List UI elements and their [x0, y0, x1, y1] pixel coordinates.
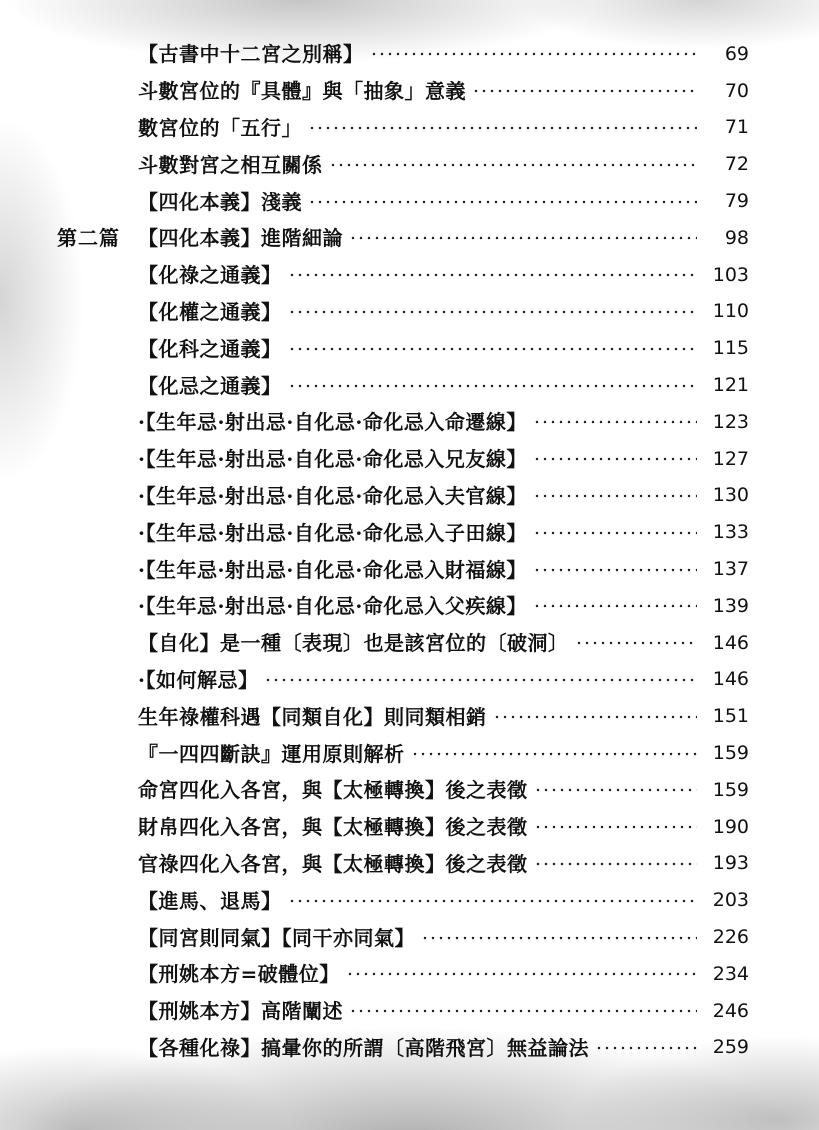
page-number: 193 — [712, 852, 749, 875]
dot-leader — [349, 228, 697, 248]
dot-leader — [533, 596, 697, 616]
entry-title: 【刑姚本方=破體位】 — [138, 962, 340, 987]
entry-title: ·【生年忌·射出忌·自化忌·命化忌入命遷線】 — [138, 410, 527, 435]
toc-entry[interactable] — [0, 514, 819, 551]
toc-entry[interactable] — [0, 110, 819, 147]
page-number: 79 — [724, 190, 749, 213]
dot-leader — [346, 964, 697, 984]
toc-entry[interactable] — [0, 588, 819, 625]
dot-leader — [288, 339, 698, 359]
page-number: 139 — [712, 594, 749, 617]
toc-entry[interactable] — [0, 772, 819, 809]
page-number: 121 — [712, 374, 749, 397]
entry-title: ·【生年忌·射出忌·自化忌·命化忌入兄友線】 — [138, 447, 527, 472]
entry-title: 命宮四化入各宮，與【太極轉換】後之表徵 — [138, 778, 528, 803]
page-number: 137 — [712, 558, 749, 581]
entry-title: 【同宮則同氣】【同干亦同氣】 — [138, 925, 415, 950]
toc-entry[interactable] — [0, 956, 819, 993]
page-number: 115 — [712, 337, 749, 360]
dot-leader — [533, 523, 697, 543]
dot-leader — [533, 449, 697, 469]
toc-entry[interactable] — [0, 183, 819, 220]
dot-leader — [264, 670, 697, 690]
entry-title: 【各種化祿】搞暈你的所謂〔高階飛宮〕無益論法 — [138, 1035, 589, 1060]
dot-leader — [288, 265, 698, 285]
entry-title: ·【如何解忌】 — [138, 667, 259, 692]
toc-entry[interactable] — [0, 330, 819, 367]
toc-entry[interactable] — [0, 257, 819, 294]
dot-leader — [308, 118, 697, 138]
dot-leader — [308, 192, 697, 212]
part-label: 第二篇 — [57, 226, 120, 251]
dot-leader — [534, 780, 698, 800]
dot-leader — [533, 412, 697, 432]
page-number: 71 — [724, 116, 749, 139]
toc-entry[interactable] — [0, 441, 819, 478]
page-number: 203 — [712, 889, 749, 912]
entry-title: 【四化本義】淺義 — [138, 189, 302, 214]
page-number: 246 — [712, 999, 749, 1022]
toc-entry[interactable] — [0, 478, 819, 515]
entry-title: ·【生年忌·射出忌·自化忌·命化忌入財福線】 — [138, 557, 527, 582]
entry-title: 【化科之通義】 — [138, 336, 282, 361]
entry-title: 【化祿之通義】 — [138, 263, 282, 288]
entry-title: ·【生年忌·射出忌·自化忌·命化忌入子田線】 — [138, 520, 527, 545]
page-number: 127 — [712, 447, 749, 470]
page-number: 72 — [724, 153, 749, 176]
toc-entry[interactable] — [0, 993, 819, 1030]
dot-leader — [421, 928, 697, 948]
dot-leader — [288, 376, 698, 396]
entry-title: 官祿四化入各宮，與【太極轉換】後之表徵 — [138, 851, 528, 876]
toc-entry[interactable] — [0, 220, 819, 257]
toc-entry[interactable] — [0, 882, 819, 919]
page-number: 234 — [712, 962, 749, 985]
dot-leader — [595, 1038, 697, 1058]
dot-leader — [493, 707, 698, 727]
dot-leader — [533, 560, 697, 580]
entry-title: 【自化】是一種〔表現〕也是該宮位的〔破洞〕 — [138, 631, 569, 656]
toc-entry[interactable] — [0, 146, 819, 183]
toc-entry[interactable] — [0, 294, 819, 331]
toc-entry[interactable] — [0, 662, 819, 699]
entry-title: 【四化本義】進階細論 — [138, 226, 343, 251]
toc-entry[interactable] — [0, 551, 819, 588]
page-number: 133 — [712, 521, 749, 544]
entry-title: 【進馬、退馬】 — [138, 888, 282, 913]
page-number: 70 — [724, 79, 749, 102]
entry-title: 生年祿權科遇【同類自化】則同類相銷 — [138, 704, 487, 729]
toc-entry[interactable] — [0, 919, 819, 956]
entry-title: 【古書中十二宮之別稱】 — [138, 42, 364, 67]
entry-title: 斗數宮位的『具體』與「抽象」意義 — [138, 79, 466, 104]
toc-entry[interactable] — [0, 367, 819, 404]
page-number: 146 — [712, 668, 749, 691]
toc-entry[interactable] — [0, 735, 819, 772]
dot-leader — [411, 744, 698, 764]
entry-title: 斗數對宮之相互關係 — [138, 152, 323, 177]
dot-leader — [288, 302, 698, 322]
page-number: 110 — [712, 300, 749, 323]
dot-leader — [472, 81, 697, 101]
dot-leader — [534, 817, 698, 837]
entry-title: 【化權之通義】 — [138, 299, 282, 324]
entry-title: ·【生年忌·射出忌·自化忌·命化忌入父疾線】 — [138, 594, 527, 619]
toc-entry[interactable] — [0, 404, 819, 441]
entry-title: 數宮位的「五行」 — [138, 115, 302, 140]
dot-leader — [349, 1001, 697, 1021]
dot-leader — [533, 486, 697, 506]
page-number: 69 — [724, 42, 749, 65]
toc-entry[interactable] — [0, 698, 819, 735]
dot-leader — [370, 44, 698, 64]
entry-title: 【刑姚本方】高階闡述 — [138, 999, 343, 1024]
toc-entry[interactable] — [0, 625, 819, 662]
entry-title: 『一四四斷訣』運用原則解析 — [138, 741, 405, 766]
page-number: 159 — [712, 778, 749, 801]
page-number: 123 — [712, 410, 749, 433]
page-number: 146 — [712, 631, 749, 654]
page-number: 130 — [712, 484, 749, 507]
page-number: 259 — [712, 1036, 749, 1059]
toc-entry[interactable] — [0, 73, 819, 110]
entry-title: ·【生年忌·射出忌·自化忌·命化忌入夫官線】 — [138, 483, 527, 508]
toc-entry[interactable] — [0, 36, 819, 73]
page-number: 98 — [724, 226, 749, 249]
page-number: 226 — [712, 926, 749, 949]
entry-title: 【化忌之通義】 — [138, 373, 282, 398]
dot-leader — [575, 633, 698, 653]
toc-entry[interactable] — [0, 809, 819, 846]
table-of-contents — [0, 36, 819, 1066]
dot-leader — [288, 891, 698, 911]
entry-title: 財帛四化入各宮，與【太極轉換】後之表徵 — [138, 815, 528, 840]
toc-entry[interactable] — [0, 846, 819, 883]
page-number: 103 — [712, 263, 749, 286]
toc-entry[interactable] — [0, 1030, 819, 1067]
dot-leader — [534, 854, 698, 874]
page-number: 151 — [712, 705, 749, 728]
page-number: 159 — [712, 742, 749, 765]
dot-leader — [329, 155, 698, 175]
page-number: 190 — [712, 815, 749, 838]
